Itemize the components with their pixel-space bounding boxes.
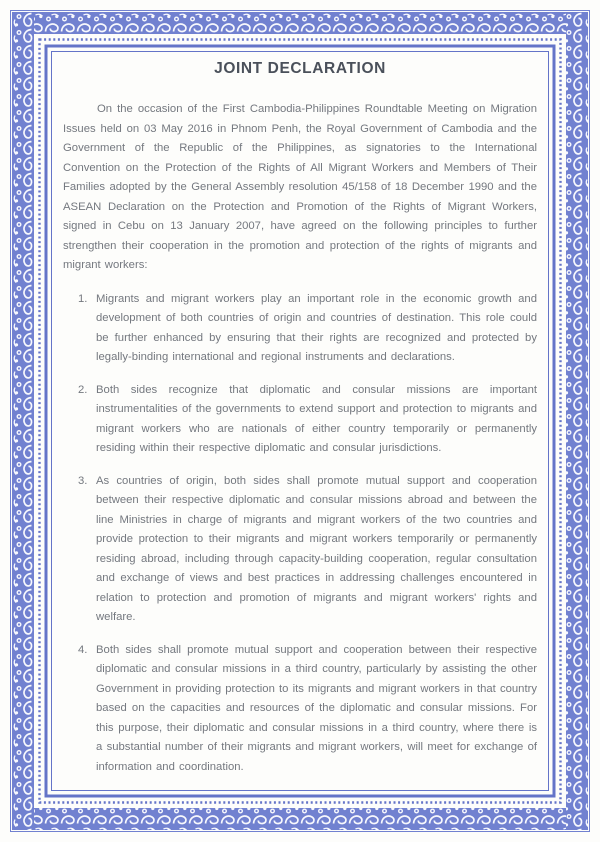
item-number: 1. — [78, 292, 88, 305]
list-item — [63, 381, 537, 459]
border-ornament-bottom — [12, 808, 588, 830]
list-item — [63, 290, 537, 368]
page-title: JOINT DECLARATION — [214, 60, 386, 77]
item-text: Both sides recognize that diplomatic and consular missions are important instrumentalities of the governments to extend support and protection to migrants and migrant workers who are nationals of either country temporarily or permanently residing within their respective diplomatic and consular jurisdictions. — [96, 383, 537, 454]
document-content — [63, 60, 537, 790]
border-ornament-top — [12, 12, 588, 34]
list-item — [63, 472, 537, 628]
item-number: 4. — [78, 643, 88, 656]
principles-list — [63, 290, 537, 778]
list-item — [63, 641, 537, 778]
item-text: Both sides shall promote mutual support and cooperation between their respective diplomatic and consular missions in a third country, particularly by assisting the other Government in providing protection to its migrants and migrant workers in that country based on the capacities and resources of the diplomatic and consular missions. For this purpose, their diplomatic and consular missions in a third country, where there is a substantial number of their migrants and migrant workers, will meet for exchange of information and coordination. — [96, 643, 537, 773]
border-ornament-left — [12, 12, 34, 830]
item-number: 3. — [78, 474, 88, 487]
border-ornament-right — [566, 12, 588, 830]
item-number: 2. — [78, 383, 88, 396]
intro-paragraph: On the occasion of the First Cambodia-Philippines Roundtable Meeting on Migration Issues held on 03 May 2016 in Phnom Penh, the Royal Government of Cambodia and the Government of the Republic of the Philippines, as signatories to the International Convention on the Protection of the Rights of All Migrant Workers and Members of Their Families adopted by the General Assembly resolution 45/158 of 18 December 1990 and the ASEAN Declaration on the Protection and Promotion of the Rights of Migrant Workers, signed in Cebu on 13 January 2007, have agreed on the following principles to further strengthen their cooperation in the promotion and protection of the rights of migrants and migrant workers: — [63, 103, 537, 271]
item-text: As countries of origin, both sides shall promote mutual support and cooperation between their respective diplomatic and consular missions abroad and between the line Ministries in charge of migrants and migrant workers of the two countries and provide protection to their migrants and migrant workers temporarily or permanently residing abroad, including through capacity-building cooperation, regular consultation and exchange of views and best practices in addressing challenges encountered in relation to protection and promotion of migrants and migrant workers' rights and welfare. — [96, 474, 537, 623]
item-text: Migrants and migrant workers play an important role in the economic growth and development of both countries of origin and countries of destination. This role could be further enhanced by ensuring that their rights are recognized and protected by legally-binding international and regional instruments and declarations. — [96, 292, 537, 363]
